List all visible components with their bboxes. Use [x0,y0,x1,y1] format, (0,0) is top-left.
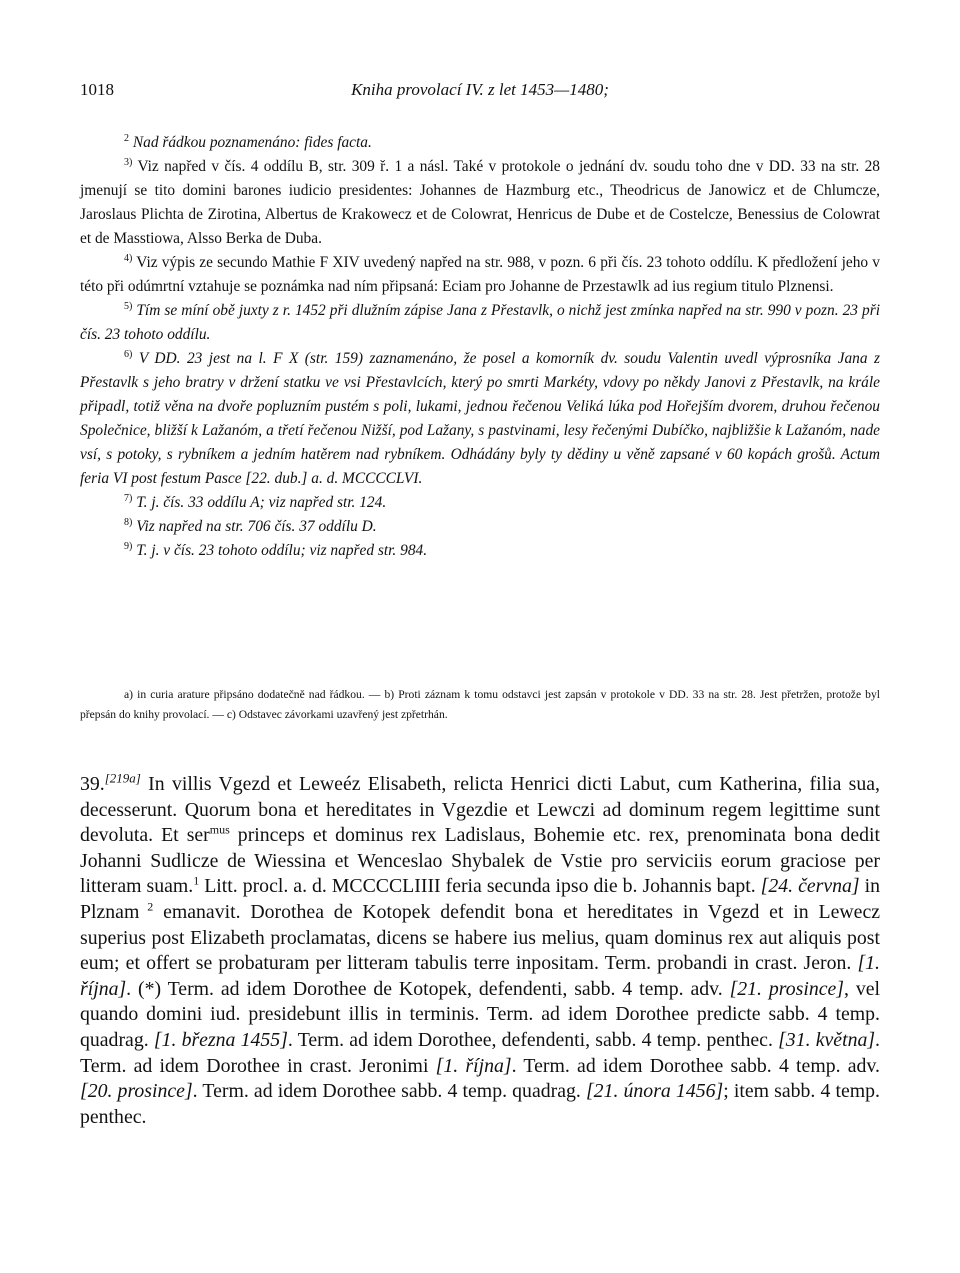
footnote-text: Viz napřed v čís. 4 oddílu B, str. 309 ř. 1 a násl. Také v protokole o jednání dv. soudu toho dne v DD. 33 na str. 28 jmenují se tito domini barones iudicio presidentes: Johannes de Hazmburg etc., Theodricus de Janowicz et de Chlumcze, Jaroslaus Plichta de Zirotina, Albertus de Krakowecz et de Colowrat, Henricus de Dube et de Costelcze, Benessius de Colowrat et de Masstiowa, Alsso Berka de Duba. [80,158,880,247]
page-header [80,80,880,104]
entry-text: . (*) Term. ad idem Dorothee de Kotopek, defendenti, sabb. 4 temp. adv. [126,977,730,1000]
date-gloss: [1. března 1455] [153,1028,288,1051]
footnote [80,539,880,563]
footnote-mark: 6) [124,348,133,360]
superscript: mus [209,822,230,837]
entry-text: ; item sabb. 4 temp. penthec. [80,1080,881,1128]
date-gloss: [24. června] [760,875,860,898]
entry-text: In villis Vgezd et Leweéz Elisabeth, relicta Henrici dicti Labut, cum Katherina, filia sua, decesserunt. Quorum bona et hereditates in Vgezdie et Lewczi ad dominum regem legittime sunt devoluta. Et ser [80,773,880,847]
running-title: Kniha provolací IV. z let 1453—1480; [351,80,609,99]
entry-text: in Plznam [80,875,880,923]
entry-text: Litt. procl. a. d. MCCCCLIIII feria secunda ipso die b. Johannis bapt. [199,875,761,898]
entry-text: emanavit. Dorothea de Kotopek defendit bona et hereditates in Vgezd et in Lewecz superius post Elizabeth proclamatas, dicens se habere ius melius, quam dominus rex aut aliquis post eum; et offert se probaturam per litteram tabulis terre inpositam. Term. probandi in crast. Jeron. [80,900,881,975]
entry-text: . Term. ad idem Dorothee in crast. Jeronimi [80,1028,880,1077]
critical-apparatus: a) in curia arature připsáno dodatečně nad řádkou. — b) Proti záznam k tomu odstavci jest zapsán v protokole v DD. 33 na str. 28. Jest přetržen, protože byl přepsán do knihy provolací. — c) Odstavec závorkami uzavřený jest zpřetrhán. [80,688,880,721]
footnote-mark: 4) [124,252,133,264]
footnote-text: Viz napřed na str. 706 čís. 37 oddílu D. [136,518,377,535]
date-gloss: [1. října] [80,952,880,1000]
date-gloss: [21. února 1456] [585,1080,724,1103]
folio-marker: [219a] [104,770,141,786]
entry-text: . Term. ad idem Dorothee sabb. 4 temp. quadrag. [192,1080,586,1103]
footnote-mark: 7) [124,492,133,504]
footnote [80,251,880,299]
entry-text: princeps et dominus rex Ladislaus, Bohemie etc. rex, prenominata bona dedit Johanni Sudlicze de Wiessina et Wenceslao Shybalek de Vstie pro serviciis eorum graciose per litteram suam. [80,824,880,898]
footnote [80,299,880,347]
footnote-mark: 3) [124,156,133,168]
date-gloss: [20. prosince] [80,1080,193,1103]
footnote-mark: 5) [124,300,133,312]
record-entry [80,772,880,1130]
date-gloss: [21. prosince] [729,977,844,1000]
date-gloss: [31. května] [778,1028,876,1051]
footnote [80,515,880,539]
footnote-text: Viz výpis ze secundo Mathie F XIV uvedený napřed na str. 988, v pozn. 6 při čís. 23 tohoto oddílu. K předložení jeho v této při odúmrtní vztahuje se poznámka nad ním připsaná: Eciam pro Johanne de Przestawlk ad ius regium titulo Plznensi. [80,254,880,295]
date-gloss: [1. října] [435,1054,512,1077]
footnote-mark: 9) [124,540,133,552]
footnote [80,347,880,491]
footnote [80,155,880,251]
footnote-ref: 2 [139,899,154,914]
footnote [80,491,880,515]
footnote-mark: 8) [124,516,133,528]
footnote [80,131,880,155]
footnote-text: T. j. v čís. 23 tohoto oddílu; viz napřed str. 984. [136,542,428,559]
page-number: 1018 [80,80,114,99]
entry-text: . Term. ad idem Dorothee sabb. 4 temp. adv. [511,1054,880,1077]
footnotes [80,131,880,563]
entry-number: 39. [80,773,105,795]
entry-text: . Term. ad idem Dorothee, defendenti, sabb. 4 temp. penthec. [287,1028,779,1051]
footnote-text: T. j. čís. 33 oddílu A; viz napřed str. 124. [136,494,387,511]
footnote-text: Nad řádkou poznamenáno: fides facta. [132,134,372,151]
footnote-mark: 2 [124,132,129,144]
footnote-ref: 1 [193,873,200,888]
footnote-text: Tím se míní obě juxty z r. 1452 při dlužním zápise Jana z Přestavlk, o nichž jest zmínka napřed na str. 990 v pozn. 23 při čís. 23 tohoto oddílu. [80,302,880,343]
entry-text: , vel quando domini iud. presidebunt illis in terminis. Term. ad idem Dorothee predicte sabb. 4 temp. quadrag. [80,977,880,1051]
footnote-text: V DD. 23 jest na l. F X (str. 159) zaznamenáno, že posel a komorník dv. soudu Valentin uvedl výprosníka Jana z Přestavlk s jeho bratry v držení statku ve vsi Přestavlcích, který po smrti Markéty, vdovy po někdy Janovi z Přestavlk, na krále připadl, totiž věna na dvoře popluzním pustém s poli, lukami, jednou řečenou Veliká lúka pod Hořejším dvorem, druhou řečenou Společnice, bližší k Lažanóm, a třetí řečenou Nižší, pod Lažany, s pastvinami, lesy řečenými Dubíčko, najbližšie k Lažanóm, nade vsí, s potoky, s rybníkem a jedním hatěrem nad rybníkem. Odhádány byly ty dědiny u věně zapsané v 60 kopách grošů. Actum feria VI post festum Pasce [22. dub.] a. d. MCCCCLVI. [80,350,880,487]
